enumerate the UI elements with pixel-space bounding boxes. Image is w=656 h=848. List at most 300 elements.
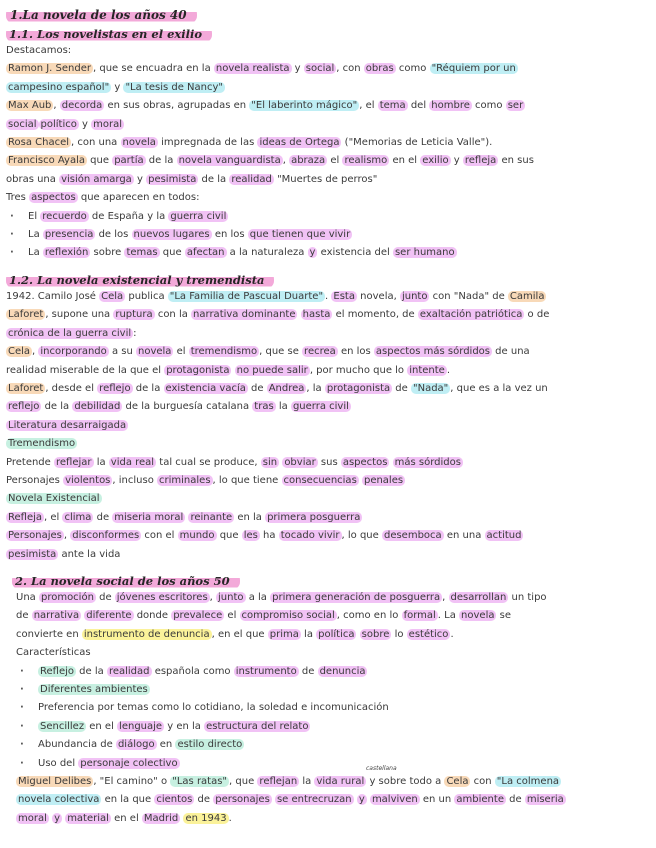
text-span: Uso del — [38, 757, 79, 769]
s1b-line — [6, 380, 650, 398]
highlighted-text: material — [67, 812, 109, 824]
text-span: la — [300, 628, 317, 640]
highlighted-text: jóvenes escritores — [116, 591, 208, 603]
highlighted-text: Miguel Delibes — [18, 776, 92, 788]
text-span: existencia del — [317, 247, 393, 259]
highlighted-text: Literatura desarraigada — [8, 419, 127, 431]
text-span: de — [505, 794, 525, 806]
highlighted-text: personaje colectivo — [80, 757, 178, 769]
highlighted-text: instrumento de denuncia — [83, 628, 210, 640]
text-span: , lo que tiene — [212, 474, 282, 486]
highlighted-text: aspectos — [342, 456, 388, 468]
s1-line — [6, 42, 650, 60]
highlighted-text: clima — [64, 511, 92, 523]
highlighted-text: visión amarga — [61, 173, 132, 185]
text-span: en los — [211, 229, 248, 241]
highlighted-text: tema — [379, 100, 406, 112]
text-span: y sobre todo a — [366, 776, 445, 788]
highlighted-text: no puede salir — [236, 364, 308, 376]
text-span: a su — [108, 346, 136, 358]
highlighted-text: Diferentes ambientes — [40, 684, 148, 695]
highlighted-text: disconformes — [72, 530, 140, 542]
highlighted-text: les — [243, 530, 258, 542]
highlighted-text: realismo — [344, 155, 388, 167]
highlighted-text: narrativa dominante — [193, 309, 296, 321]
text-span: de la — [145, 155, 177, 167]
highlighted-text: protagonista — [166, 364, 230, 376]
text-span: . La — [437, 610, 460, 622]
highlighted-text: afectan — [186, 247, 225, 259]
s1-line — [6, 97, 650, 115]
text-span: a la — [245, 591, 271, 603]
highlighted-text: social — [305, 63, 335, 75]
section-2-title: 2. La novela social de los años 50 — [12, 573, 240, 589]
text-span: , — [53, 100, 60, 112]
highlighted-text: miseria — [526, 794, 564, 806]
text-span: de — [247, 382, 267, 394]
highlighted-text: política — [318, 628, 355, 640]
s2-line — [16, 773, 650, 791]
text-span: ante la vida — [58, 548, 121, 560]
highlighted-text: Refleja — [8, 511, 43, 523]
text-span: realidad miserable de la que el — [6, 364, 165, 376]
text-span: , que se — [259, 346, 303, 358]
text-span: en sus — [498, 155, 534, 167]
text-span: , desde el — [45, 382, 98, 394]
highlighted-text: Cela — [446, 776, 469, 788]
highlighted-text: hasta — [302, 309, 331, 321]
highlighted-text: Max Aub — [8, 100, 52, 112]
highlighted-text: ambiente — [456, 794, 504, 806]
s1-line — [6, 79, 650, 97]
text-span: en — [156, 739, 176, 751]
highlighted-text: que tienen que vivir — [249, 229, 351, 241]
s1b-line — [6, 417, 650, 435]
text-span: de la — [132, 382, 164, 394]
s1b-line — [6, 398, 650, 416]
text-span: de una — [492, 346, 530, 358]
text-span: el momento, de — [332, 309, 418, 321]
text-span: , por mucho que lo — [309, 364, 408, 376]
highlighted-text: nuevos lugares — [133, 229, 210, 241]
text-span: de — [16, 610, 32, 622]
text-span: : — [133, 327, 137, 339]
highlighted-text: "Nada" — [412, 382, 449, 394]
highlighted-text: Novela Existencial — [8, 493, 100, 505]
section-1-title: 1.La novela de los años 40 — [6, 7, 197, 23]
highlighted-text: actitud — [486, 530, 522, 542]
highlighted-text: realidad — [108, 665, 150, 677]
highlighted-text: "La Familia de Pascual Duarte" — [169, 290, 324, 302]
s2-line — [16, 736, 650, 754]
highlighted-text: "Las ratas" — [172, 776, 228, 788]
text-span: o de — [524, 309, 550, 321]
highlighted-text: y — [358, 794, 365, 806]
s2-line — [16, 589, 650, 607]
text-span: , con una — [71, 137, 121, 149]
s1b-line — [6, 472, 650, 490]
text-span: con el — [141, 530, 178, 542]
highlighted-text: guerra civil — [170, 210, 227, 222]
s2-line — [16, 663, 650, 681]
text-span: a la naturaleza — [226, 247, 308, 259]
highlighted-text: Andrea — [268, 382, 305, 394]
highlighted-text: crónica de la guerra civil — [8, 327, 132, 339]
text-span: La — [28, 229, 43, 241]
text-span: que — [87, 155, 113, 167]
text-span: como — [395, 63, 430, 75]
highlighted-text: primera posguerra — [267, 511, 361, 523]
highlighted-text: instrumento — [235, 665, 297, 677]
highlighted-text: Francisco Ayala — [8, 155, 85, 167]
text-span: ha — [259, 530, 279, 542]
highlighted-text: Sencillez — [40, 720, 85, 732]
highlighted-text: Laforet — [8, 309, 44, 321]
highlighted-text: "El laberinto mágico" — [251, 100, 358, 112]
text-span: del — [407, 100, 430, 112]
s1-line — [6, 60, 650, 78]
text-span: de — [194, 794, 214, 806]
text-span: española como — [151, 665, 234, 677]
highlighted-text: aspectos — [31, 192, 76, 204]
s1-line — [6, 208, 650, 226]
text-span: 1942. Camilo José — [6, 290, 100, 302]
s1-line — [6, 152, 650, 170]
text-span: de — [95, 591, 115, 603]
highlighted-text: promoción — [40, 591, 94, 603]
text-span: se — [496, 610, 512, 622]
highlighted-text: ruptura — [115, 309, 153, 321]
text-span: y en la — [164, 720, 205, 732]
text-span: Abundancia de — [38, 739, 116, 751]
highlighted-text: en 1943 — [185, 812, 227, 824]
text-span: en el — [86, 720, 118, 732]
s1b-line — [6, 454, 650, 472]
text-span: un tipo — [508, 591, 547, 603]
text-span: de la — [41, 401, 73, 413]
text-span: , lo que — [341, 530, 382, 542]
highlighted-text: vida rural — [316, 776, 365, 788]
text-span: , en el que — [211, 628, 268, 640]
text-span: y — [111, 81, 124, 93]
highlighted-text: realidad — [231, 173, 272, 185]
highlighted-text: debilidad — [74, 401, 121, 413]
highlighted-text: estético — [408, 628, 449, 640]
highlighted-text: criminales — [159, 474, 211, 486]
highlighted-text: social — [8, 118, 37, 130]
s1-line — [6, 189, 650, 207]
text-span: y — [291, 63, 304, 75]
highlighted-text: junto — [218, 591, 244, 603]
text-span: que aparecen en todos: — [77, 192, 200, 204]
highlighted-text: desarrollan — [450, 591, 507, 603]
s1b-line — [6, 546, 650, 564]
text-span: el — [327, 155, 343, 167]
highlighted-text: sin — [262, 456, 278, 468]
highlighted-text: político — [40, 118, 77, 130]
text-span: de la — [76, 665, 107, 677]
text-span: Pretende — [6, 456, 54, 468]
text-span: . — [228, 812, 232, 824]
highlighted-text: reflexión — [44, 247, 89, 259]
s2-line — [16, 681, 650, 699]
highlighted-text: Ramon J. Sender — [8, 63, 91, 75]
text-span: como — [471, 100, 506, 112]
highlighted-text: reinante — [190, 511, 233, 523]
highlighted-text: moral — [18, 812, 47, 824]
highlighted-text: existencia vacía — [165, 382, 246, 394]
text-span: donde — [133, 610, 172, 622]
handwritten-note: castellana — [366, 765, 397, 772]
highlighted-text: denuncia — [319, 665, 366, 677]
text-span: de España y la — [88, 210, 169, 222]
text-span: Una — [16, 591, 39, 603]
highlighted-text: junto — [401, 290, 428, 302]
highlighted-text: recuerdo — [42, 210, 87, 222]
text-span: en la que — [101, 794, 155, 806]
highlighted-text: novela vanguardista — [178, 155, 281, 167]
text-span: de la — [198, 173, 230, 185]
text-span: . — [446, 364, 451, 376]
highlighted-text: cientos — [156, 794, 193, 806]
text-span: , "El camino" o — [93, 776, 171, 788]
text-span: . — [325, 290, 332, 302]
text-span: y — [450, 155, 463, 167]
highlighted-text: novela — [461, 610, 495, 622]
s1b-line — [6, 362, 650, 380]
highlighted-text: "Réquiem por un — [431, 63, 516, 75]
highlighted-text: Laforet — [8, 382, 44, 394]
highlighted-text: intente — [409, 364, 445, 376]
text-span: con — [470, 776, 495, 788]
text-span: la — [299, 776, 315, 788]
highlighted-text: Tremendismo — [8, 438, 76, 450]
highlighted-text: Esta — [333, 290, 355, 302]
highlighted-text: diálogo — [117, 739, 155, 751]
text-span: de la burguesía catalana — [122, 401, 253, 413]
highlighted-text: "La colmena — [496, 776, 560, 788]
s1-line — [6, 244, 650, 262]
highlighted-text: violentos — [65, 474, 111, 486]
text-span: , supone una — [45, 309, 114, 321]
text-span: en el — [110, 812, 142, 824]
s2-line — [16, 644, 650, 662]
s2-line — [16, 607, 650, 625]
highlighted-text: novela — [122, 137, 156, 149]
highlighted-text: Camila — [509, 290, 545, 302]
highlighted-text: recrea — [304, 346, 336, 358]
highlighted-text: novela realista — [215, 63, 290, 75]
s1b-line — [6, 343, 650, 361]
text-span: , la — [306, 382, 325, 394]
highlighted-text: prima — [269, 628, 299, 640]
highlighted-text: narrativa — [33, 610, 80, 622]
highlighted-text: compromiso social — [241, 610, 335, 622]
highlighted-text: abraza — [291, 155, 326, 167]
text-span: en un — [419, 794, 455, 806]
highlighted-text: formal — [403, 610, 436, 622]
highlighted-text: consecuencias — [283, 474, 357, 486]
text-span: en sus obras, agrupadas en — [104, 100, 250, 112]
text-span: que — [159, 247, 185, 259]
highlighted-text: obviar — [284, 456, 316, 468]
highlighted-text: más sórdidos — [394, 456, 461, 468]
s1b-line — [6, 288, 650, 306]
highlighted-text: reflejan — [259, 776, 298, 788]
highlighted-text: personajes — [215, 794, 270, 806]
highlighted-text: y — [54, 812, 60, 824]
highlighted-text: pesimista — [8, 548, 57, 560]
highlighted-text: reflejo — [8, 401, 40, 413]
text-span: Tres — [6, 192, 30, 204]
highlighted-text: penales — [363, 474, 404, 486]
s1b-line — [6, 509, 650, 527]
highlighted-text: ser humano — [394, 247, 455, 259]
text-span: la — [275, 401, 291, 413]
highlighted-text: moral — [93, 118, 123, 130]
text-span: Preferencia por temas como lo cotidiano, la soledad e incomunicación — [38, 702, 389, 714]
highlighted-text: exilio — [422, 155, 449, 167]
text-span: novela, — [356, 290, 400, 302]
highlighted-text: tocado vivir — [280, 530, 340, 542]
highlighted-text: decorda — [61, 100, 103, 112]
highlighted-text: diferente — [86, 610, 132, 622]
highlighted-text: presencia — [44, 229, 94, 241]
highlighted-text: reflejar — [56, 456, 92, 468]
text-span: convierte en — [16, 628, 82, 640]
highlighted-text: campesino español" — [8, 81, 110, 93]
text-span: . — [450, 628, 454, 640]
highlighted-text: ser — [507, 100, 524, 112]
highlighted-text: exaltación patriótica — [419, 309, 523, 321]
section-1-2-body — [6, 288, 650, 564]
highlighted-text: Reflejo — [40, 665, 74, 677]
highlighted-text: obras — [365, 63, 394, 75]
text-span: sobre — [90, 247, 125, 259]
highlighted-text: y — [309, 247, 316, 259]
text-span: lo — [391, 628, 407, 640]
highlighted-text: tras — [254, 401, 274, 413]
s1b-line — [6, 490, 650, 508]
s1-line — [6, 134, 650, 152]
subsection-1-1-title: 1.1. Los novelistas en el exilio — [6, 26, 212, 42]
highlighted-text: primera generación de posguerra — [272, 591, 441, 603]
text-span: Destacamos: — [6, 45, 72, 56]
text-span: , — [63, 530, 71, 542]
text-span: Personajes — [6, 474, 64, 486]
highlighted-text: Cela — [8, 346, 31, 358]
text-span: , que — [229, 776, 258, 788]
highlighted-text: estructura del relato — [206, 720, 309, 732]
highlighted-text: ideas de Ortega — [259, 137, 340, 149]
s2-line — [16, 699, 650, 717]
highlighted-text: Madrid — [143, 812, 179, 824]
text-span: , con — [336, 63, 364, 75]
text-span: , — [442, 591, 449, 603]
highlighted-text: protagonista — [326, 382, 391, 394]
s1b-line — [6, 527, 650, 545]
text-span: en el — [389, 155, 421, 167]
highlighted-text: novela — [137, 346, 172, 358]
text-span: el — [173, 346, 189, 358]
s2-line — [16, 791, 650, 809]
highlighted-text: prevalece — [173, 610, 223, 622]
text-span: "Muertes de perros" — [273, 173, 378, 185]
highlighted-text: Cela — [101, 290, 124, 302]
highlighted-text: desemboca — [383, 530, 442, 542]
highlighted-text: aspectos más sórdidos — [375, 346, 490, 358]
highlighted-text: guerra civil — [292, 401, 349, 413]
highlighted-text: lenguaje — [119, 720, 163, 732]
s2-line — [16, 755, 650, 773]
s1-line — [6, 171, 650, 189]
highlighted-text: mundo — [179, 530, 215, 542]
highlighted-text: vida real — [110, 456, 155, 468]
text-span: El — [28, 210, 41, 222]
text-span: y — [133, 173, 147, 185]
s2-line — [16, 810, 650, 828]
text-span: de — [93, 511, 113, 523]
highlighted-text: se entrecruzan — [276, 794, 352, 806]
text-span: y — [78, 118, 92, 130]
text-span: de — [392, 382, 411, 394]
text-span: con "Nada" de — [429, 290, 508, 302]
highlighted-text: Personajes — [8, 530, 62, 542]
text-span: , — [32, 346, 39, 358]
text-span: tal cual se produce, — [156, 456, 261, 468]
s1-line — [6, 226, 650, 244]
highlighted-text: temas — [126, 247, 158, 259]
highlighted-text: partía — [114, 155, 144, 167]
s1-line — [6, 116, 650, 134]
highlighted-text: pesimista — [148, 173, 197, 185]
text-span: , — [282, 155, 290, 167]
text-span: publica — [125, 290, 168, 302]
s2-line — [16, 718, 650, 736]
text-span: en una — [443, 530, 485, 542]
highlighted-text: estilo directo — [177, 739, 243, 751]
text-span: , — [209, 591, 217, 603]
s1b-line — [6, 325, 650, 343]
s2-line — [16, 626, 650, 644]
s1b-line — [6, 435, 650, 453]
s1b-line — [6, 306, 650, 324]
text-span: , el — [44, 511, 63, 523]
highlighted-text: tremendismo — [190, 346, 258, 358]
text-span: el — [224, 610, 240, 622]
text-span: , incluso — [112, 474, 158, 486]
text-span: en los — [337, 346, 374, 358]
text-span: que — [216, 530, 242, 542]
text-span: , como en lo — [336, 610, 402, 622]
section-2-body — [6, 589, 650, 828]
text-span: obras una — [6, 173, 60, 185]
text-span: Características — [16, 647, 91, 659]
text-span: , que se encuadra en la — [93, 63, 214, 75]
highlighted-text: "La tesis de Nancy" — [125, 81, 224, 93]
highlighted-text: novela colectiva — [18, 794, 100, 806]
highlighted-text: refleja — [464, 155, 497, 167]
text-span: sus — [317, 456, 341, 468]
highlighted-text: sobre — [361, 628, 390, 640]
subsection-1-2-title: 1.2. La novela existencial y tremendista — [6, 272, 274, 288]
text-span: impregnada de las — [157, 137, 258, 149]
text-span: ("Memorias de Leticia Valle"). — [341, 137, 493, 149]
highlighted-text: reflejo — [99, 382, 131, 394]
highlighted-text: malviven — [371, 794, 418, 806]
text-span: con la — [154, 309, 192, 321]
text-span: de los — [95, 229, 132, 241]
